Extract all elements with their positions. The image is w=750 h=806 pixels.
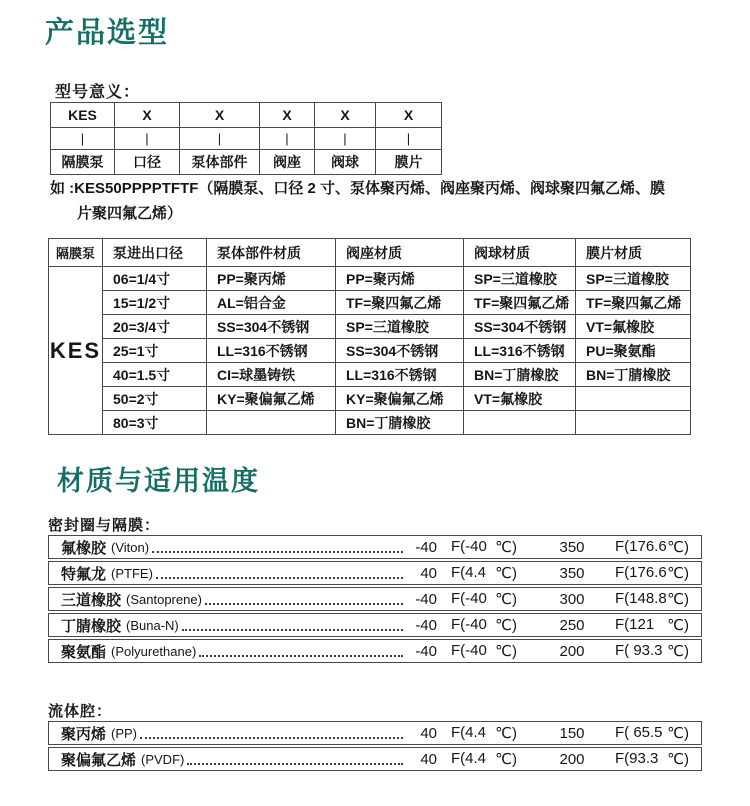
model-connector-cell: |: [315, 128, 376, 150]
model-code-cell: X: [376, 103, 442, 128]
selection-cell: 40=1.5寸: [103, 363, 207, 387]
dot-leader: [156, 577, 403, 579]
low-f-text: F(4.4: [451, 750, 487, 767]
selection-cell: SP=三道橡胶: [336, 315, 464, 339]
material-name-en: (PTFE): [111, 565, 153, 581]
model-meaning-cell: 膜片: [376, 150, 442, 175]
model-meaning-cell: 阀球: [315, 150, 376, 175]
selection-cell: [207, 411, 336, 435]
section-title-temperature: 材质与适用温度: [57, 466, 260, 496]
low-f-unit: ℃): [495, 591, 517, 608]
dot-leader: [199, 655, 403, 657]
fluid-temperature-table: [48, 721, 702, 773]
low-temp-value: 40: [420, 564, 437, 582]
seal-material-row: [48, 587, 702, 611]
high-temp-value: 200: [559, 642, 585, 660]
low-temp-value: 40: [420, 724, 437, 742]
series-code-cell: KES: [49, 267, 103, 435]
fluid-label: 流体腔：: [48, 703, 113, 720]
selection-cell: 25=1寸: [103, 339, 207, 363]
high-f-text: F(176.6: [615, 538, 667, 555]
material-name-cn: 聚氨酯: [61, 643, 107, 661]
model-connector-cell: |: [180, 128, 260, 150]
selection-cell: [576, 411, 691, 435]
high-f-unit: ℃): [667, 539, 689, 556]
material-name-cn: 三道橡胶: [61, 591, 122, 609]
low-f-unit: ℃): [495, 643, 517, 660]
low-temp-value: -40: [415, 642, 437, 660]
high-f-unit: ℃): [667, 565, 689, 582]
low-temp-value: -40: [415, 616, 437, 634]
selection-cell: 80=3寸: [103, 411, 207, 435]
selection-cell: PP=聚丙烯: [336, 267, 464, 291]
low-f-unit: ℃): [495, 539, 517, 556]
selection-row: [49, 411, 691, 435]
high-f-unit: ℃): [667, 617, 689, 634]
material-name-en: (PP): [111, 725, 138, 741]
selection-cell: LL=316不锈钢: [464, 339, 576, 363]
high-f-unit: ℃): [667, 591, 689, 608]
high-temp-value: 200: [559, 750, 585, 768]
dot-leader: [205, 603, 403, 605]
selection-cell: TF=聚四氟乙烯: [336, 291, 464, 315]
low-temp-fahrenheit: [451, 616, 517, 634]
high-temp-value: 350: [559, 538, 585, 556]
selection-cell: BN=丁腈橡胶: [576, 363, 691, 387]
high-temp-fahrenheit: [615, 642, 689, 660]
selection-row: [49, 291, 691, 315]
model-connector-cell: |: [260, 128, 315, 150]
low-temp-fahrenheit: [451, 564, 517, 582]
model-meaning-cell: 口径: [115, 150, 180, 175]
model-code-cell: KES: [51, 103, 115, 128]
high-temp-fahrenheit: [615, 538, 689, 556]
seal-temperature-table: [48, 535, 702, 665]
model-meaning-cell: 泵体部件: [180, 150, 260, 175]
seal-material-row: [48, 639, 702, 663]
selection-cell: 15=1/2寸: [103, 291, 207, 315]
seal-material-row: [48, 561, 702, 585]
high-f-text: F(148.8: [615, 590, 667, 607]
low-f-text: F(-40: [451, 616, 487, 633]
selection-cell: PP=聚丙烯: [207, 267, 336, 291]
high-temp-fahrenheit: [615, 590, 689, 608]
selection-cell: 50=2寸: [103, 387, 207, 411]
selection-cell: PU=聚氨酯: [576, 339, 691, 363]
high-f-text: F( 65.5: [615, 724, 663, 741]
selection-row: [49, 315, 691, 339]
high-temp-value: 150: [559, 724, 585, 742]
selection-cell: KY=聚偏氟乙烯: [336, 387, 464, 411]
selection-cell: VT=氟橡胶: [576, 315, 691, 339]
dot-leader: [187, 763, 403, 765]
model-code-cell: X: [315, 103, 376, 128]
selection-cell: BN=丁腈橡胶: [336, 411, 464, 435]
material-name-en: (Buna-N): [126, 617, 179, 633]
selection-cell: 06=1/4寸: [103, 267, 207, 291]
selection-header-cell: 泵体部件材质: [207, 239, 336, 267]
selection-header-cell: 隔膜泵: [49, 239, 103, 267]
dot-leader: [152, 551, 403, 553]
model-code-cell: X: [180, 103, 260, 128]
low-temp-value: -40: [415, 590, 437, 608]
material-name-en: (Santoprene): [126, 591, 202, 607]
model-connector-cell: |: [115, 128, 180, 150]
selection-cell: CI=球墨铸铁: [207, 363, 336, 387]
low-f-text: F(4.4: [451, 724, 487, 741]
selection-table: [48, 238, 691, 435]
selection-cell: SP=三道橡胶: [464, 267, 576, 291]
low-temp-fahrenheit: [451, 750, 517, 768]
material-name-en: (PVDF): [141, 751, 185, 767]
low-temp-value: -40: [415, 538, 437, 556]
selection-header-row: [49, 239, 691, 267]
selection-cell: AL=铝合金: [207, 291, 336, 315]
high-f-text: F(93.3: [615, 750, 659, 767]
selection-row: [49, 339, 691, 363]
material-name-cn: 聚丙烯: [61, 725, 107, 743]
selection-cell: [464, 411, 576, 435]
selection-cell: TF=聚四氟乙烯: [576, 291, 691, 315]
dot-leader: [182, 629, 403, 631]
model-table-row: [51, 103, 442, 128]
selection-cell: VT=氟橡胶: [464, 387, 576, 411]
seal-material-row: [48, 535, 702, 559]
high-f-text: F( 93.3: [615, 642, 663, 659]
seal-material-row: [48, 613, 702, 637]
selection-row: [49, 363, 691, 387]
selection-cell: SS=304不锈钢: [464, 315, 576, 339]
selection-row: [49, 387, 691, 411]
low-f-unit: ℃): [495, 725, 517, 742]
model-example: [50, 176, 710, 226]
selection-row: [49, 267, 691, 291]
high-f-text: F(121: [615, 616, 655, 633]
material-name-en: (Viton): [111, 539, 150, 555]
model-code-table: [50, 102, 442, 175]
high-f-text: F(176.6: [615, 564, 667, 581]
seals-label: 密封圈与隔膜：: [48, 517, 161, 534]
model-connector-cell: |: [51, 128, 115, 150]
selection-cell: TF=聚四氟乙烯: [464, 291, 576, 315]
selection-cell: KY=聚偏氟乙烯: [207, 387, 336, 411]
high-temp-value: 350: [559, 564, 585, 582]
model-meaning-cell: 阀座: [260, 150, 315, 175]
selection-header-cell: 阀座材质: [336, 239, 464, 267]
low-f-unit: ℃): [495, 617, 517, 634]
material-name-cn: 聚偏氟乙烯: [61, 751, 137, 769]
material-name-cn: 丁腈橡胶: [61, 617, 122, 635]
model-table-row: [51, 150, 442, 175]
low-f-text: F(4.4: [451, 564, 487, 581]
selection-cell: SP=三道橡胶: [576, 267, 691, 291]
high-f-unit: ℃): [667, 643, 689, 660]
material-name-cn: 特氟龙: [61, 565, 107, 583]
selection-cell: 20=3/4寸: [103, 315, 207, 339]
material-name-en: (Polyurethane): [111, 643, 197, 659]
high-temp-fahrenheit: [615, 564, 689, 582]
high-temp-fahrenheit: [615, 616, 689, 634]
fluid-material-row: [48, 721, 702, 745]
selection-cell: BN=丁腈橡胶: [464, 363, 576, 387]
high-temp-value: 300: [559, 590, 585, 608]
model-meaning-cell: 隔膜泵: [51, 150, 115, 175]
model-example-line1: 如 :KES50PPPPTFTF（隔膜泵、口径 2 寸、泵体聚丙烯、阀座聚丙烯、阀球聚四氟乙烯、膜: [50, 180, 666, 197]
high-temp-fahrenheit: [615, 724, 689, 742]
fluid-material-row: [48, 747, 702, 771]
selection-header-cell: 膜片材质: [576, 239, 691, 267]
page-title: 产品选型: [45, 17, 170, 49]
dot-leader: [140, 737, 403, 739]
low-temp-value: 40: [420, 750, 437, 768]
selection-cell: [576, 387, 691, 411]
low-f-unit: ℃): [495, 565, 517, 582]
model-table-row: [51, 128, 442, 150]
low-temp-fahrenheit: [451, 724, 517, 742]
model-code-cell: X: [115, 103, 180, 128]
material-name-cn: 氟橡胶: [61, 539, 107, 557]
high-f-unit: ℃): [667, 725, 689, 742]
low-temp-fahrenheit: [451, 590, 517, 608]
high-temp-value: 250: [559, 616, 585, 634]
selection-cell: SS=304不锈钢: [336, 339, 464, 363]
low-f-text: F(-40: [451, 538, 487, 555]
model-meaning-label: 型号意义：: [55, 84, 141, 101]
high-f-unit: ℃): [667, 751, 689, 768]
model-code-cell: X: [260, 103, 315, 128]
low-temp-fahrenheit: [451, 538, 517, 556]
selection-cell: LL=316不锈钢: [336, 363, 464, 387]
model-example-line2: 片聚四氟乙烯）: [77, 205, 183, 222]
selection-header-cell: 阀球材质: [464, 239, 576, 267]
low-temp-fahrenheit: [451, 642, 517, 660]
selection-cell: LL=316不锈钢: [207, 339, 336, 363]
low-f-text: F(-40: [451, 642, 487, 659]
low-f-unit: ℃): [495, 751, 517, 768]
model-connector-cell: |: [376, 128, 442, 150]
high-temp-fahrenheit: [615, 750, 689, 768]
selection-header-cell: 泵进出口径: [103, 239, 207, 267]
selection-cell: SS=304不锈钢: [207, 315, 336, 339]
low-f-text: F(-40: [451, 590, 487, 607]
